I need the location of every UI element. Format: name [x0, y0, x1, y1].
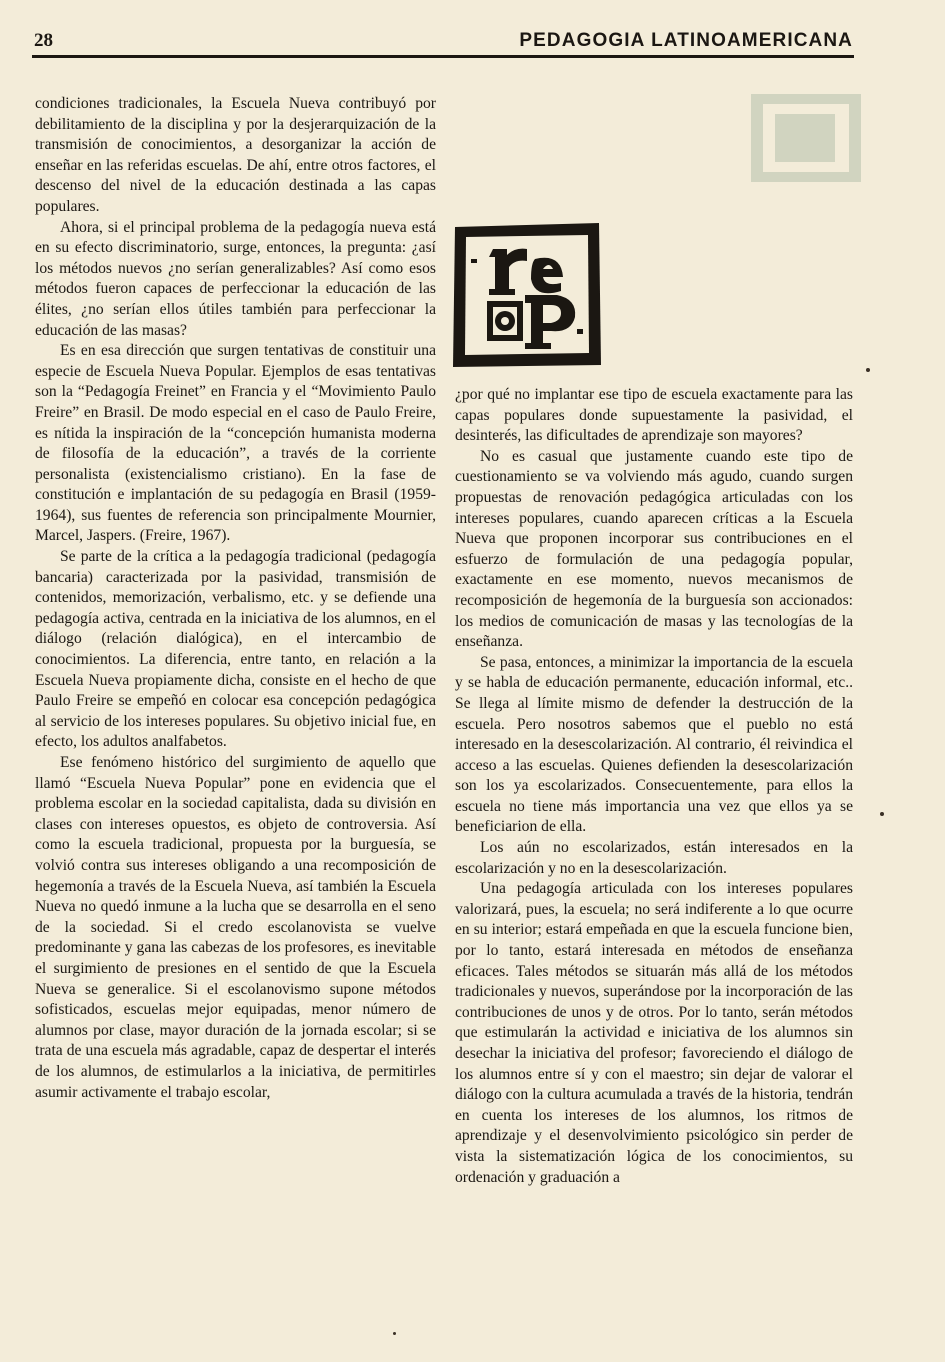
left-column: [35, 94, 436, 1103]
right-column: [455, 385, 853, 1188]
page-number: 28: [34, 30, 53, 51]
header-rule: [32, 55, 854, 58]
print-speck: [393, 1332, 396, 1335]
print-speck: [880, 812, 884, 816]
paragraph: Ese fenómeno histórico del surgimiento de aquello que llamó “Escuela Nueva Popular” pone en evidencia que el problema escolar en la sociedad capitalista, dada su división en clases con intereses opuestos, es objeto de controversia. Así como la escuela tradicional, propuesta por la burguesía, se volvió contra sus intereses obligando a una recomposición de hegemonía a través de la Escuela Nueva, así también la Escuela Nueva no quedó inmune a la lucha que se desarrolla en el seno de la sociedad. Si el credo escolanovista se vuelve predominante y gana las cabezas de los profesores, es inevitable el surgimiento de presiones en el sentido de que la Escuela Nueva se generalice. Si el escolanovismo supone métodos sofisticados, escuelas mejor equipadas, menor número de alumnos por clase, mayor duración de la jornada escolar; si se trata de una escuela más agradable, capaz de despertar el interés de los alumnos, de estimularlos a la iniciativa, de permitirles asumir activamente el trabajo escolar,: [35, 754, 436, 1101]
paragraph: Es en esa dirección que surgen tentativas de constituir una especie de Escuela Nueva Popular. Ejemplos de esas tentativas son la “Pedagogía Freinet” en Francia y el “Movimiento Paulo Freire” en Brasil. De modo especial en el caso de Paulo Freire, es nítida la inspiración de la “concepción humanista moderna de filosofía de la educación”, a través de la corriente personalista (existencialismo cristiano). En la fase de constitución e implantación de su pedagogía en Brasil (1959-1964), sus fuentes de referencia son principalmente Mournier, Marcel, Jaspers. (Freire, 1967).: [35, 342, 436, 545]
paragraph: Los aún no escolarizados, están interesados en la escolarización y no en la desescolarización.: [455, 839, 853, 877]
print-speck: [866, 368, 870, 372]
show-through-logo-image: [745, 88, 867, 188]
paragraph: ¿por qué no implantar ese tipo de escuela exactamente para las capas populares donde supuestamente la pasividad, el desinterés, las dificultades de aprendizaje son mayores?: [455, 386, 853, 445]
paragraph: Se parte de la crítica a la pedagogía tradicional (pedagogía bancaria) caracterizada por la pasividad, transmisión de contenidos, memorización, verbalismo, etc. y se defiende una pedagogía activa, centrada en la iniciativa de los alumnos, en el diálogo (relación dialógica), en el intercambio de conocimientos. La diferencia, entre tanto, en relación a la Escuela Nueva propiamente dicha, consiste en el hecho de que Paulo Freire se empeñó en colocar esa concepción pedagógica al servicio de los intereses populares. Su objetivo inicial fue, en efecto, los adultos analfabetos.: [35, 548, 436, 751]
paragraph: Se pasa, entonces, a minimizar la importancia de la escuela y se habla de educación permanente, educación informal, etc.. Se llega al límite mismo de defender la destrucción de la escuela. Pero nosotros sabemos que el pueblo no está interesado en la desescolarización. Al contrario, él reivindica el acceso a las escuelas. Quienes defienden la desescolarización son los ya escolarizados. Consecuentemente, para ellos la escuela no tiene más importancia una vez que ellos ya se beneficiarion de ella.: [455, 653, 853, 836]
paragraph: condiciones tradicionales, la Escuela Nueva contribuyó por debilitamiento de la disciplina y por la desjerarquización de la transmisión de conocimientos, a desorganizar la acción de enseñar en las referidas escuelas. De ahí, entre otros factores, el descenso del nivel de la educación destinada a las capas populares.: [35, 95, 436, 215]
running-title: PEDAGOGIA LATINOAMERICANA: [519, 30, 853, 51]
rep-logo-image: [449, 219, 605, 370]
paragraph: Una pedagogía articulada con los intereses populares valorizará, pues, la escuela; no será indiferente a lo que ocurre en su interior; estará empeñada en que la escuela funcione bien, por lo tanto, estará interesada en métodos de enseñanza eficaces. Tales métodos se situarán más allá de los métodos tradicionales y nuevos, superándose por la incorporación de las contribuciones de unos y de otros. Por lo tanto, serán métodos que estimularán la actividad e iniciativa de los alumnos sin desechar la iniciativa del profesor; favoreciendo el diálogo de los alumnos entre sí y con el maestro; sin dejar de valorar el diálogo con la cultura acumulada a través de la historia, tendrán en cuenta los intereses de los alumnos, los ritmos de aprendizaje y el desenvolvimiento psicológico sin perder de vista la sistematización lógica de los conocimientos, su ordenación y graduación a: [455, 880, 853, 1186]
paragraph: Ahora, si el principal problema de la pedagogía nueva está en su efecto discriminatorio, surge, entonces, la pregunta: ¿así los métodos nuevos ¿no serían generalizables? Así como esos métodos fueron capaces de perfeccionar la educación de las élites, ¿no serían ellos útiles también para perfeccionar la educación de las masas?: [35, 218, 436, 339]
paragraph: No es casual que justamente cuando este tipo de cuestionamiento se va volviendo más agudo, cuando surgen propuestas de renovación pedagógica articuladas con los intereses populares, cuando aparecen críticas a la Escuela Nueva que proponen incorporar sus contribuciones en el esfuerzo de formulación de una pedagogía popular, exactamente en ese momento, nuevos mecanismos de recomposición de hegemonía de la burguesía son accionados: los medios de comunicación de masas y las tecnologías de la enseñanza.: [455, 447, 853, 651]
